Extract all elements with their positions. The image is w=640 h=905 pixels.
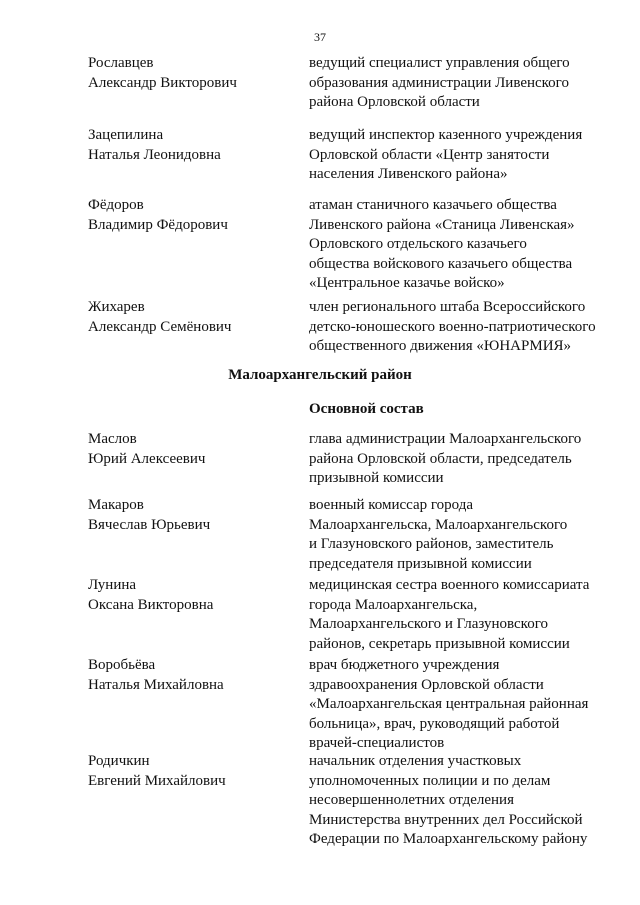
position-line: и Глазуновского районов, заместитель [309, 536, 554, 552]
position-line: общественного движения «ЮНАРМИЯ» [309, 338, 572, 354]
position-line: Малоархангельска, Малоархангельского [309, 516, 568, 533]
person-name [88, 54, 288, 93]
person-name [88, 752, 288, 791]
position-line: глава администрации Малоархангельского [309, 431, 582, 447]
position-line: «Центральное казачье войско» [309, 275, 505, 291]
given-names: Оксана Викторовна [88, 596, 214, 613]
person-name [88, 196, 288, 235]
position-line: больница», врач, руководящий работой [309, 715, 560, 732]
position-line: председателя призывной комиссии [309, 555, 532, 572]
position-line: Министерства внутренних дел Российской [309, 811, 583, 828]
person-position [309, 126, 609, 185]
person-position [309, 54, 609, 113]
position-line: ведущий специалист управления общего [309, 55, 570, 71]
position-line: уполномоченных полиции и по делам [309, 772, 551, 789]
person-position [309, 196, 609, 294]
person-position [309, 298, 609, 357]
person-name [88, 126, 288, 165]
given-names: Наталья Леонидовна [88, 146, 221, 163]
position-line: призывной комиссии [309, 470, 444, 486]
position-line: член регионального штаба Всероссийского [309, 299, 586, 315]
given-names: Александр Викторович [88, 74, 237, 91]
person-position [309, 752, 609, 850]
person-position [309, 430, 609, 489]
given-names: Наталья Михайловна [88, 676, 224, 693]
given-names: Владимир Фёдорович [88, 216, 228, 233]
position-line: врачей-специалистов [309, 735, 445, 751]
position-line: города Малоархангельска, [309, 596, 478, 613]
surname: Родичкин [88, 753, 150, 769]
person-position [309, 496, 609, 574]
position-line: начальник отделения участковых [309, 753, 522, 769]
position-line: Орловского отдельского казачьего [309, 236, 527, 252]
surname: Воробьёва [88, 657, 156, 673]
position-line: района Орловской области [309, 94, 480, 110]
position-line: Орловской области «Центр занятости [309, 146, 550, 163]
surname: Жихарев [88, 299, 145, 315]
person-name [88, 298, 288, 337]
position-line: здравоохранения Орловской области [309, 676, 544, 693]
position-line: образования администрации Ливенского [309, 74, 569, 91]
position-line: населения Ливенского района» [309, 166, 508, 182]
position-line: медицинская сестра военного комиссариата [309, 577, 590, 593]
given-names: Юрий Алексеевич [88, 450, 206, 467]
given-names: Вячеслав Юрьевич [88, 516, 211, 533]
position-line: района Орловской области, председатель [309, 450, 572, 467]
surname: Зацепилина [88, 127, 164, 143]
position-line: детско-юношеского военно-патриотического [309, 318, 596, 335]
surname: Фёдоров [88, 197, 144, 213]
position-line: военный комиссар города [309, 497, 474, 513]
position-line: Ливенского района «Станица Ливенская» [309, 216, 575, 233]
person-position [309, 576, 609, 654]
person-position [309, 656, 609, 754]
given-names: Александр Семёнович [88, 318, 232, 335]
surname: Макаров [88, 497, 144, 513]
section-heading: Основной состав [309, 401, 424, 417]
surname: Лунина [88, 577, 137, 593]
person-name [88, 576, 288, 615]
position-line: районов, секретарь призывной комиссии [309, 635, 570, 652]
surname: Маслов [88, 431, 137, 447]
position-line: врач бюджетного учреждения [309, 657, 500, 673]
position-line: «Малоархангельская центральная районная [309, 696, 589, 712]
position-line: ведущий инспектор казенного учреждения [309, 127, 583, 143]
position-line: атаман станичного казачьего общества [309, 197, 557, 213]
given-names: Евгений Михайлович [88, 772, 226, 789]
person-name [88, 656, 288, 695]
position-line: общества войскового казачьего общества [309, 255, 573, 272]
page-number: 37 [314, 30, 326, 44]
position-line: несовершеннолетних отделения [309, 792, 514, 808]
person-name [88, 430, 288, 469]
position-line: Федерации по Малоархангельскому району [309, 831, 588, 847]
surname: Рославцев [88, 55, 154, 71]
position-line: Малоархангельского и Глазуновского [309, 616, 548, 632]
district-heading: Малоархангельский район [228, 367, 412, 383]
person-name [88, 496, 288, 535]
